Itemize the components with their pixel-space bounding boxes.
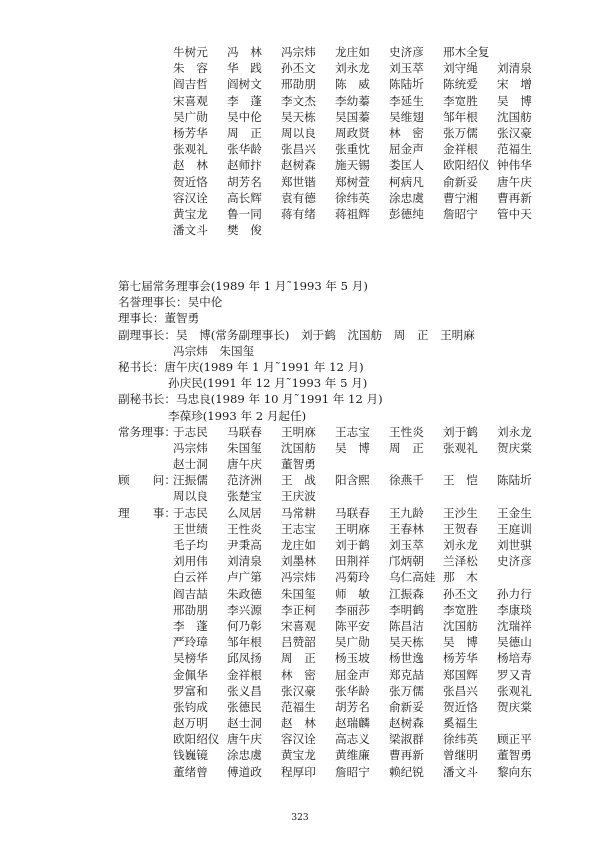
person-name: 朱政德 [227, 586, 262, 601]
person-name: 徐燕千 [389, 473, 424, 488]
person-name: 严玲璋 [173, 635, 208, 650]
person-name: 冯宗炜 [173, 440, 208, 455]
person-name: 陈陆圻 [497, 473, 532, 488]
person-name: 何乃彰 [227, 618, 262, 633]
person-name: 李幼蓁 [335, 93, 370, 108]
person-name: 蒋有绪 [281, 206, 316, 221]
person-name: 张重忱 [335, 142, 370, 157]
person-name: 黄宝龙 [173, 206, 208, 221]
director-name-row [173, 715, 568, 731]
person-name: 董绪曾 [173, 764, 208, 779]
person-name: 王春林 [389, 521, 424, 536]
person-name: 吴天栋 [389, 635, 424, 650]
person-name: 吕赞韶 [281, 635, 316, 650]
person-name: 顾正平 [497, 732, 532, 747]
person-name: 刘玉萃 [389, 538, 424, 552]
name-row [173, 174, 553, 190]
deputy-secretary-line-2: 李葆珍(1993 年 2 月起任) [168, 408, 307, 423]
person-name: 阎树文 [227, 77, 262, 92]
person-name: 钟伟华 [497, 158, 532, 173]
chair-line: 理事长：董智勇 [118, 311, 200, 326]
person-name: 宋喜观 [281, 618, 316, 633]
director-name-row [173, 650, 568, 666]
advisors-names [173, 472, 568, 504]
person-name: 李康琰 [497, 602, 532, 617]
person-name: 吴天栋 [281, 109, 316, 124]
person-name: 刘清泉 [227, 554, 262, 569]
name-row [173, 125, 553, 141]
person-name: 管中天 [497, 206, 532, 221]
person-name: 王金生 [497, 505, 532, 520]
person-name: 金祥根 [443, 142, 478, 157]
person-name: 沈国舫 [443, 618, 478, 633]
person-name: 江振森 [389, 586, 424, 601]
person-name: 邢木全复 [443, 45, 490, 59]
person-name: 张万儒 [389, 683, 424, 698]
person-name: 徐纬英 [443, 732, 478, 747]
person-name: 曹宁湘 [443, 190, 478, 205]
person-name: 沈国舫 [281, 440, 316, 455]
person-name: 袁有德 [281, 190, 316, 205]
person-name: 张华龄 [227, 142, 262, 157]
person-name: 张昌兴 [443, 683, 478, 698]
person-name: 邱凤扬 [227, 651, 262, 666]
person-name: 董智勇 [281, 457, 316, 472]
person-name: 范福生 [281, 699, 316, 714]
person-name: 赵树森 [281, 158, 316, 173]
director-name-row [173, 699, 568, 715]
person-name: 贺庆棠 [497, 699, 532, 714]
name-row [173, 44, 553, 60]
person-name: 王 战 [281, 473, 316, 488]
person-name: 卢广第 [227, 570, 262, 585]
person-name: 黎向东 [497, 764, 532, 779]
person-name: 马联春 [335, 505, 370, 520]
person-name: 欧阳绍仪 [443, 158, 490, 173]
person-name: 张钧成 [173, 699, 208, 714]
person-name: 王明庥 [281, 424, 316, 439]
person-name: 阎吉喆 [173, 586, 208, 601]
person-name: 张观礼 [497, 683, 532, 698]
person-name: 李延生 [389, 93, 424, 108]
person-name: 屈金声 [389, 142, 424, 157]
person-name: 刘永龙 [335, 61, 370, 76]
person-name: 蒋祖辉 [335, 206, 370, 221]
person-name: 于志民 [173, 424, 208, 439]
director-name-row [173, 618, 568, 634]
person-name: 涂忠虞 [227, 748, 262, 763]
person-name: 孙丕文 [281, 61, 316, 76]
person-name: 胡芳名 [227, 174, 262, 189]
person-name: 贺近恪 [443, 699, 478, 714]
person-name: 黄维廉 [335, 748, 370, 763]
person-name: 杨芳华 [173, 125, 208, 140]
director-name-row [173, 731, 568, 747]
directors-label: 理 事： [118, 505, 176, 520]
standing-directors-block [118, 424, 568, 473]
person-name: 冯宗炜 [281, 45, 316, 59]
person-name: 詹昭宁 [443, 206, 478, 221]
advisors-block [118, 472, 568, 504]
person-name: 周以良 [281, 125, 316, 140]
vice-chair-line-1: 副理事长：吴 博(常务副理事长) 刘于鹤 沈国舫 周 正 王明麻 [118, 327, 475, 342]
name-row [173, 222, 553, 238]
person-name: 王性炎 [389, 424, 424, 439]
person-name: 王性炎 [227, 521, 262, 536]
person-name: 沈国舫 [497, 109, 532, 124]
person-name: 李宽胜 [443, 602, 478, 617]
person-name: 王九龄 [389, 505, 424, 520]
name-row [173, 206, 553, 222]
director-name-row [173, 521, 568, 537]
person-name: 曹再新 [497, 190, 532, 205]
person-name: 詹昭宁 [335, 764, 370, 779]
person-name: 朱国玺 [281, 586, 316, 601]
person-name: 贺庆棠 [497, 440, 532, 455]
person-name: 赵 林 [173, 158, 208, 173]
person-name: 王志宝 [335, 424, 370, 439]
directors-names [173, 505, 568, 780]
person-name: 乌仁高娃 [389, 570, 436, 585]
person-name: 吴榜华 [173, 651, 208, 666]
person-name: 罗又青 [497, 667, 532, 682]
person-name: 李丽莎 [335, 602, 370, 617]
person-name: 张义昌 [227, 683, 262, 698]
person-name: 李 蓬 [173, 618, 208, 633]
person-name: 吴维翅 [389, 109, 424, 124]
person-name: 钱巍镜 [173, 748, 208, 763]
person-name: 刘世骐 [497, 538, 532, 552]
person-name: 高长辉 [227, 190, 262, 205]
name-row [173, 60, 553, 76]
person-name: 唐午庆 [227, 732, 262, 747]
person-name: 赵士洞 [227, 716, 262, 731]
director-name-row [173, 683, 568, 699]
director-name-row [173, 537, 568, 553]
person-name: 陈昌洁 [389, 618, 424, 633]
person-name: 冯宗炜 [281, 570, 316, 585]
person-name: 柯病凡 [389, 174, 424, 189]
person-name: 郑国辉 [443, 667, 478, 682]
person-name: 胡芳名 [335, 699, 370, 714]
person-name: 刘永龙 [497, 424, 532, 439]
director-name-row [173, 569, 568, 585]
section-title: 第七届常务理事会(1989 年 1 月˜1993 年 5 月) [118, 279, 368, 293]
person-name: 杨世逸 [389, 651, 424, 666]
person-name: 李文杰 [281, 93, 316, 108]
director-name-row [173, 634, 568, 650]
person-name: 孙力行 [497, 586, 532, 601]
person-name: 唐午庆 [227, 457, 262, 472]
person-name: 俞新妥 [389, 699, 424, 714]
person-name: 潘文斗 [443, 764, 478, 779]
person-name: 容汉诠 [173, 190, 208, 205]
person-name: 邢劭朋 [173, 602, 208, 617]
person-name: 张汉豪 [281, 683, 316, 698]
person-name: 兰泽松 [443, 554, 478, 569]
person-name: 王庭训 [497, 521, 532, 536]
person-name: 尹秉高 [227, 538, 262, 552]
person-name: 吴广勋 [335, 635, 370, 650]
person-name: 龙庄如 [281, 538, 316, 552]
honorary-chair-line: 名誉理事长：吴中伦 [118, 295, 223, 310]
person-name: 孙丕文 [443, 586, 478, 601]
person-name: 张昌兴 [281, 142, 316, 157]
person-name: 汪振儒 [173, 473, 208, 488]
person-name: 贺近恪 [173, 174, 208, 189]
directors-block [118, 505, 568, 780]
person-name: 林 密 [281, 667, 316, 682]
person-name: 林 密 [389, 125, 424, 140]
person-name: 屈金声 [335, 667, 370, 682]
person-name: 马联春 [227, 424, 262, 439]
person-name: 邝炳朝 [389, 554, 424, 569]
person-name: 郑世锴 [281, 174, 316, 189]
secretary-line-2: 孙庆民(1991 年 12 月˜1993 年 5 月) [168, 376, 368, 391]
person-name: 朱 容 [173, 61, 208, 76]
person-name: 陈陆圻 [389, 77, 424, 92]
person-name: 李正柯 [281, 602, 316, 617]
person-name: 龙庄如 [335, 45, 370, 59]
person-name: 樊 俊 [227, 223, 262, 238]
person-name: 师 敏 [335, 586, 370, 601]
person-name: 曾继明 [443, 748, 478, 763]
person-name: 王 恺 [443, 473, 478, 488]
person-name: 施天锡 [335, 158, 370, 173]
person-name: 周 正 [281, 651, 316, 666]
vice-chair-line-2: 冯宗炜 朱国玺 [173, 343, 255, 358]
person-name: 马常耕 [281, 505, 316, 520]
person-name: 娄匡人 [389, 158, 424, 173]
person-name: 田荆祥 [335, 554, 370, 569]
person-name: 吴 博 [497, 93, 532, 108]
standing-directors-label: 常务理事： [118, 424, 176, 439]
person-name: 赖纪锐 [389, 764, 424, 779]
person-name: 史济彦 [389, 45, 424, 59]
person-name: 于志民 [173, 505, 208, 520]
person-name: 刘守绳 [443, 61, 478, 76]
person-name: 彭德纯 [389, 206, 424, 221]
person-name: 朱国玺 [227, 440, 262, 455]
person-name: 赵师抃 [227, 158, 262, 173]
person-name: 张观礼 [173, 142, 208, 157]
person-name: 吴德山 [497, 635, 532, 650]
name-row [173, 157, 553, 173]
person-name: 容汉诠 [281, 732, 316, 747]
person-name: 罗富和 [173, 683, 208, 698]
person-name: 潘文斗 [173, 223, 208, 238]
person-name: 阎吉哲 [173, 77, 208, 92]
person-name: 陈统爱 [443, 77, 478, 92]
person-name: 张观礼 [443, 440, 478, 455]
person-name: 傅道政 [227, 764, 262, 779]
person-name: 王志宝 [281, 521, 316, 536]
name-row [173, 76, 553, 92]
seventh-council-section [118, 278, 568, 780]
person-name: 陈平安 [335, 618, 370, 633]
person-name: 赵士洞 [173, 457, 208, 472]
person-name: 金佩华 [173, 667, 208, 682]
person-name: 范福生 [497, 142, 532, 157]
person-name: 刘于鹤 [335, 538, 370, 552]
person-name: 刘清泉 [497, 61, 532, 76]
person-name: 刘用伟 [173, 554, 208, 569]
person-name: 吴中伦 [227, 109, 262, 124]
person-name: 周 正 [227, 125, 262, 140]
person-name: 宋 增 [497, 77, 532, 92]
advisor-name-row [173, 472, 568, 488]
person-name: 王贺春 [443, 521, 478, 536]
person-name: 王明庥 [335, 521, 370, 536]
person-name: 李明鹤 [389, 602, 424, 617]
director-name-row [173, 505, 568, 521]
person-name: 张德民 [227, 699, 262, 714]
person-name: 曹再新 [389, 748, 424, 763]
person-name: 吴 博 [335, 440, 370, 455]
person-name: 邢劭朋 [281, 77, 316, 92]
person-name: 徐纬英 [335, 190, 370, 205]
person-name: 沈瑞祥 [497, 618, 532, 633]
person-name: 唐午庆 [497, 174, 532, 189]
person-name: 冯菊玲 [335, 570, 370, 585]
person-name: 王庆波 [281, 489, 316, 504]
director-name-row [173, 586, 568, 602]
person-name: 欧阳绍仪 [173, 732, 220, 747]
person-name: 杨芳华 [443, 651, 478, 666]
person-name: 李兴源 [227, 602, 262, 617]
person-name: 牛树元 [173, 45, 208, 59]
person-name: 梁淑群 [389, 732, 424, 747]
name-row [173, 109, 553, 125]
standing-name-row [173, 424, 568, 440]
person-name: 吴广勋 [173, 109, 208, 124]
standing-directors-names [173, 424, 568, 473]
director-name-row [173, 667, 568, 683]
advisor-name-row [173, 488, 568, 504]
person-name: 周以良 [173, 489, 208, 504]
name-row [173, 141, 553, 157]
person-name: 赵万明 [173, 716, 208, 731]
person-name: 王世绩 [173, 521, 208, 536]
person-name: 张楚宝 [227, 489, 262, 504]
person-name: 周 正 [389, 440, 424, 455]
page-number: 323 [291, 813, 309, 823]
person-name: 张华龄 [335, 683, 370, 698]
director-name-row [173, 602, 568, 618]
person-name: 吴国蓁 [335, 109, 370, 124]
person-name: 金祥根 [227, 667, 262, 682]
person-name: 高志义 [335, 732, 370, 747]
person-name: 李宽胜 [443, 93, 478, 108]
person-name: 董智勇 [497, 748, 532, 763]
person-name: 郑克喆 [389, 667, 424, 682]
deputy-secretary-line-1: 副秘书长：马忠良(1989 年 10 月˜1991 年 12 月) [118, 392, 383, 407]
person-name: 鲁一同 [227, 206, 262, 221]
person-name: 刘永龙 [443, 538, 478, 552]
top-name-list [173, 44, 553, 238]
person-name: 黄宝龙 [281, 748, 316, 763]
director-name-row [173, 553, 568, 569]
person-name: 张万儒 [443, 125, 478, 140]
advisors-label: 顾 问： [118, 473, 176, 488]
person-name: 刘玉萃 [389, 61, 424, 76]
person-name: 程厚印 [281, 764, 316, 779]
person-name: 阳含熙 [335, 473, 370, 488]
person-name: 邹年根 [227, 635, 262, 650]
person-name: 杨玉坡 [335, 651, 370, 666]
person-name: 周政贤 [335, 125, 370, 140]
person-name: 李 蓬 [227, 93, 262, 108]
person-name: 杨培寿 [497, 651, 532, 666]
person-name: 赵瑞麟 [335, 716, 370, 731]
secretary-line-1: 秘书长：唐午庆(1989 年 1 月˜1991 年 12 月) [118, 359, 364, 374]
person-name: 赵树森 [389, 716, 424, 731]
person-name: 史济彦 [497, 554, 532, 569]
person-name: 奚福生 [443, 716, 478, 731]
person-name: 陈 威 [335, 77, 370, 92]
person-name: 郑树萱 [335, 174, 370, 189]
person-name: 宋喜观 [173, 93, 208, 108]
person-name: 那 木 [443, 570, 478, 585]
name-row [173, 190, 553, 206]
person-name: 张汉豪 [497, 125, 532, 140]
standing-name-row [173, 440, 568, 456]
person-name: 赵 林 [281, 716, 316, 731]
standing-name-row [173, 456, 568, 472]
person-name: 么凤居 [227, 505, 262, 520]
person-name: 毛子均 [173, 538, 208, 552]
director-name-row [173, 764, 568, 780]
person-name: 刘墨林 [281, 554, 316, 569]
person-name: 俞新妥 [443, 174, 478, 189]
person-name: 白云祥 [173, 570, 208, 585]
person-name: 邹年根 [443, 109, 478, 124]
name-row [173, 93, 553, 109]
person-name: 冯 林 [227, 45, 262, 59]
person-name: 吴 博 [443, 635, 478, 650]
person-name: 王沙生 [443, 505, 478, 520]
person-name: 范济洲 [227, 473, 262, 488]
person-name: 华 践 [227, 61, 262, 76]
director-name-row [173, 747, 568, 763]
person-name: 涂忠虞 [389, 190, 424, 205]
person-name: 刘于鹤 [443, 424, 478, 439]
